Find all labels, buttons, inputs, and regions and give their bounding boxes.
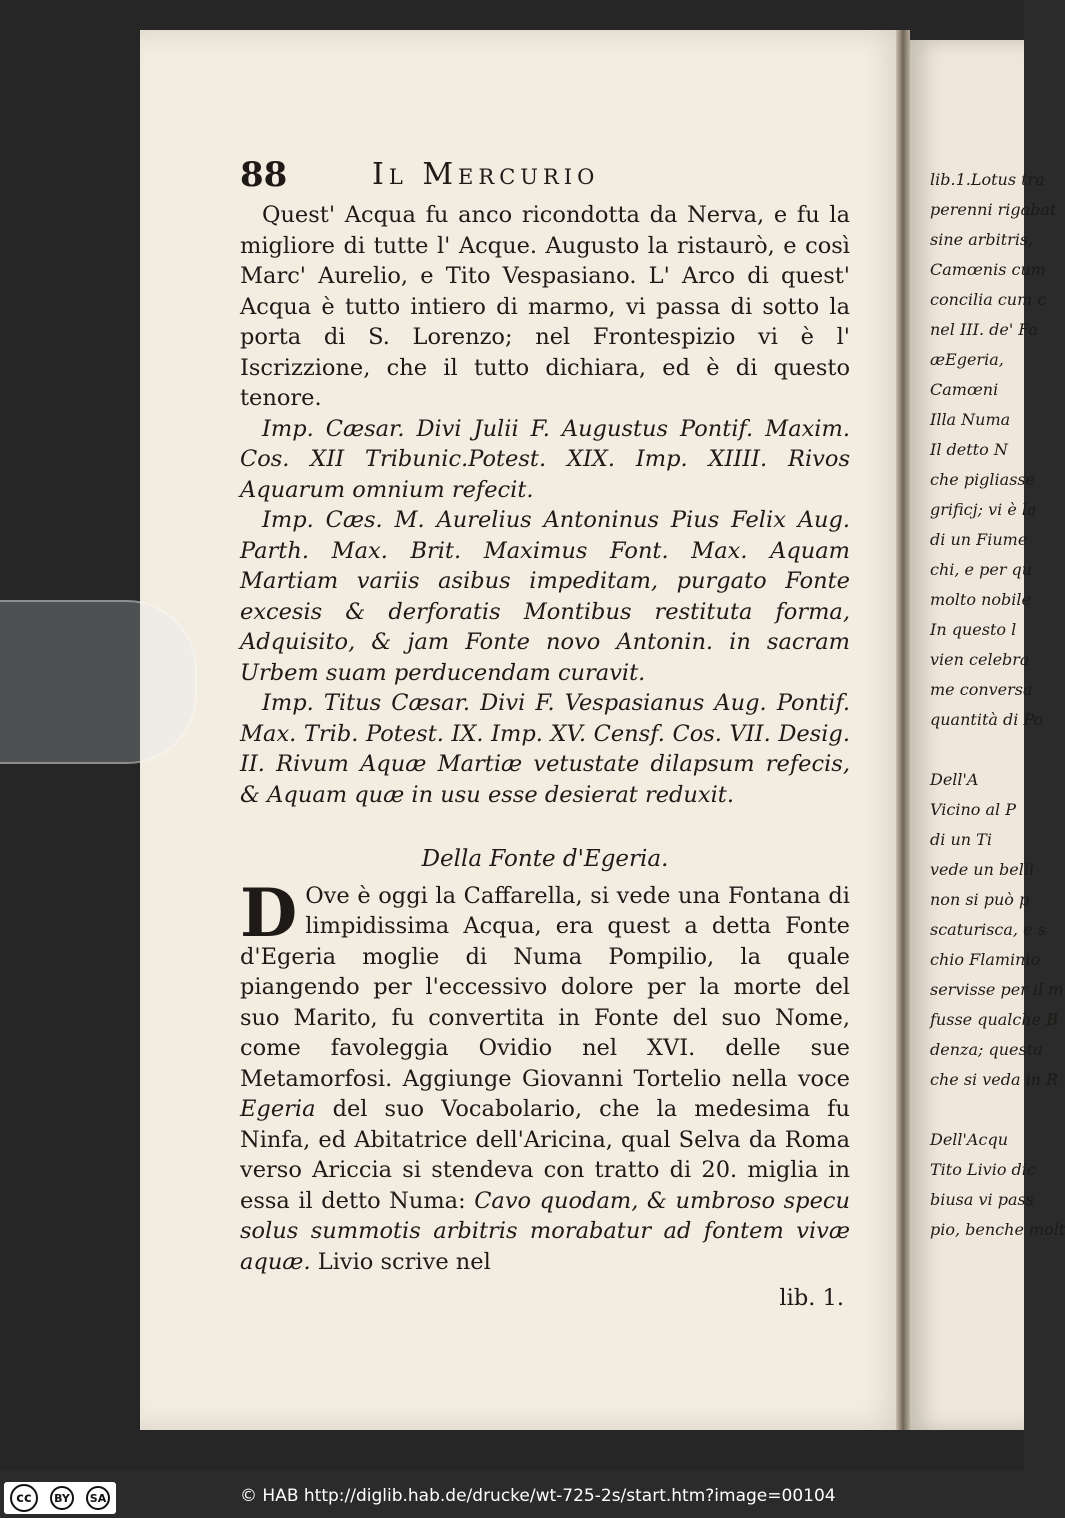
right-page-line: me conversa [930,680,1033,699]
right-page-line: molto nobile [930,590,1031,609]
right-page-line: servisse per il m [930,980,1064,999]
egeria-italic-2: Cavo quodam, & umbroso specu solus summotis arbitris morabatur ad fontem vivæ aquæ. [240,1187,850,1275]
right-page-line: concilia cum c [930,290,1047,309]
right-page-line: perenni rigabat [930,200,1057,219]
right-page-line: Illa Numa [930,410,1011,429]
right-page-line: denza; questa [930,1040,1043,1059]
right-page-line: fusse qualche B [930,1010,1058,1029]
right-page-line: Il detto N [930,440,1008,459]
book-gutter [896,30,910,1430]
inscription-aurelius: Imp. Cæs. M. Aurelius Antoninus Pius Felix Aug. Parth. Max. Brit. Maximus Font. Max. Aquam Martiam variis asibus impeditam, purgato Fonte excesis & derforatis Montibus restituta forma, Adquisito, & jam Fonte novo Antonin. in sacram Urbem suam perducendam curavit. [240,507,850,686]
right-page-line: che pigliasse [930,470,1036,489]
section-heading: Della Fonte d'Egeria. [421,846,669,872]
right-page-line: che si veda in R [930,1070,1059,1089]
right-page-line: sine arbitris, [930,230,1034,249]
page-header [240,155,840,205]
inscription-titus: Imp. Titus Cæsar. Divi F. Vespasianus Aug. Pontif. Max. Trib. Potest. IX. Imp. XV. Censf. Cos. VII. Desig. II. Rivum Aquæ Martiæ vetustate dilapsum refecis, & Aquam quæ in usu esse desierat reduxit. [240,690,850,808]
right-page-line [930,735,1030,765]
right-page-line: Vicino al P [930,800,1016,819]
egeria-text-3: Livio scrive nel [317,1248,491,1275]
egeria-text-2: del suo Vocabolario, che la medesima fu Ninfa, ed Abitatrice dell'Aricina, qual Selva da Roma verso Ariccia si stendeva con tratto di 20. miglia in essa il detto Numa: [240,1096,850,1214]
right-page-line: di un Ti [930,830,992,849]
right-page-line: vien celebra [930,650,1030,669]
right-page-line: chio Flaminio [930,950,1041,969]
paragraph-egeria [240,873,850,1278]
right-page-line: Camœni [930,380,999,399]
page-number: 88 [240,155,288,195]
right-page-line: di un Fiume [930,530,1028,549]
right-page-line: Camœnis cum [930,260,1046,279]
drop-cap: D [240,873,298,952]
right-page-line: In questo l [930,620,1017,639]
main-text [240,200,850,1314]
right-page-line: biusa vi pass [930,1190,1034,1209]
egeria-text-1: Ove è oggi la Caffarella, si vede una Fontana di limpidissima Acqua, era quest a detta Fonte d'Egeria moglie di Numa Pompilio, la quale piangendo per l'eccessivo dolore per la morte del suo Marito, fu convertita in Fonte del suo Nome, come favoleggia Ovidio nel XVI. delle sue Metamorfosi. Aggiunge Giovanni Tortelio nella voce [240,882,850,1092]
catchword: lib. 1. [779,1285,844,1311]
egeria-italic-1: Egeria [240,1096,316,1122]
right-page-line: æEgeria, [930,350,1004,369]
right-page-line: chi, e per qu [930,560,1033,579]
right-page-line: Tito Livio dic [930,1160,1036,1179]
right-page-line: quantità di Po [930,710,1044,729]
right-page-line: vede un belli [930,860,1035,879]
right-page-line: nel III. de' Fa [930,320,1038,339]
right-page-line: pio, benche molt [930,1220,1065,1239]
inscription-augustus: Imp. Cæsar. Divi Julii F. Augustus Pontif. Maxim. Cos. XII Tribunic.Potest. XIX. Imp. XIIII. Rivos Aquarum omnium refecit. [240,415,850,503]
right-page-line: scaturisca, e s [930,920,1046,939]
plastic-page-clip [0,600,197,764]
paragraph-aqueduct: Quest' Acqua fu anco ricondotta da Nerva, e fu la migliore di tutte l' Acque. Augusto la ristaurò, e così Marc' Aurelio, e Tito Vespasiano. L' Arco di quest' Acqua è tutto intiero di marmo, vi passa di sotto la porta di S. Lorenzo; nel Frontespizio vi è l' Iscrizzione, che il tutto dichiara, ed è di questo tenore. [240,202,850,411]
right-page-line: Dell'A [930,770,979,789]
running-title: Il Mercurio [372,157,600,192]
by-icon: BY [50,1486,74,1510]
cc-icon: cc [10,1484,38,1512]
right-page-line: grificj; vi è la [930,500,1037,519]
right-page-text [930,165,1065,1245]
cc-license-badge[interactable] [4,1482,116,1514]
sa-icon: SA [86,1486,110,1510]
right-page-line: non si può p [930,890,1030,909]
right-page-line: lib.1.Lotus tra [930,170,1045,189]
copyright-link[interactable]: © HAB http://diglib.hab.de/drucke/wt-725-2s/start.htm?image=00104 [240,1486,836,1506]
right-page-line: Dell'Acqu [930,1130,1008,1149]
right-page-line [930,1095,1030,1125]
footer-bar [0,1478,1024,1518]
